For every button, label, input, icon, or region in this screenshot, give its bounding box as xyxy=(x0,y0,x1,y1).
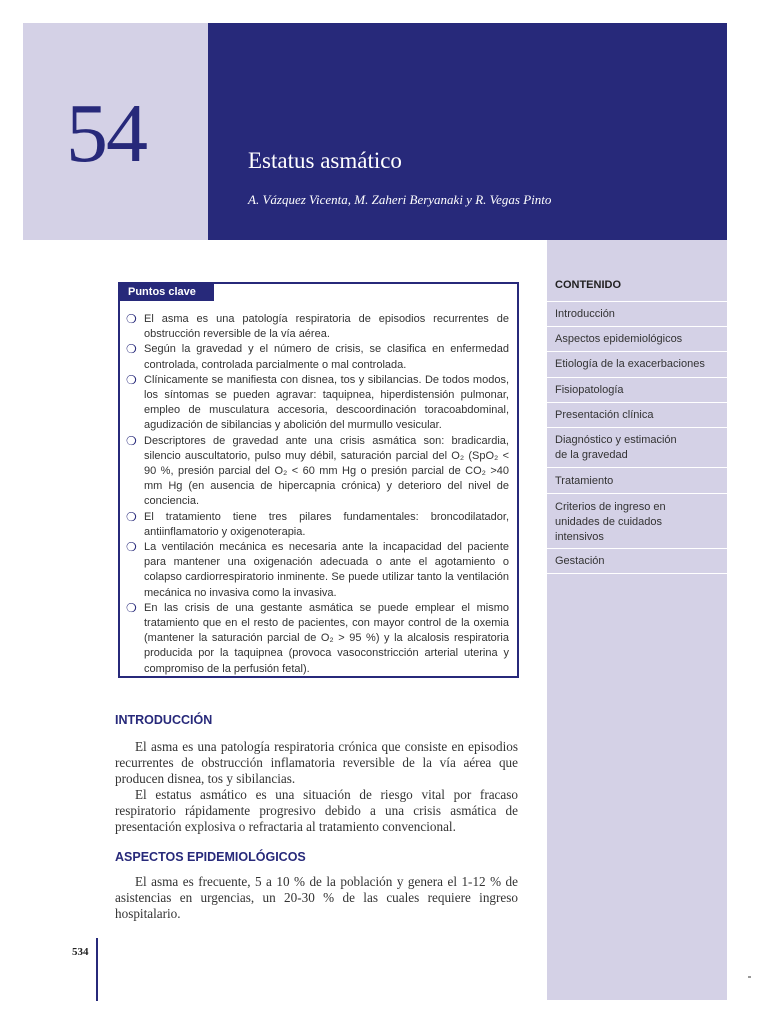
toc-item-etiologia[interactable]: Etiología de la exacerbaciones xyxy=(547,351,727,377)
key-point-item: ❍ La ventilación mecánica es necesaria ante la incapacidad del paciente para mantener una oxigenación adecuada o ante el agotamiento o colapso cardiorrespiratorio inminente. Se puede utilizar tanto la ventilación mecánica no invasiva como la invasiva. xyxy=(126,540,509,599)
chapter-number: 54 xyxy=(66,87,146,180)
key-point-item: ❍ Clínicamente se manifiesta con disnea, tos y sibilancias. De todos modos, los síntomas se pueden agravar: taquipnea, hiperdistensión pulmonar, empleo de musculatura accesoria, descoordinación toracoabdominal, agudización de sibilancias y abolición del murmullo vesicular. xyxy=(126,372,509,432)
chapter-title: Estatus asmático xyxy=(248,148,402,173)
contents-header: CONTENIDO xyxy=(555,279,621,291)
corner-mark xyxy=(748,976,751,978)
circle-bullet-icon: ❍ xyxy=(126,372,137,387)
toc-item-criterios-ingreso[interactable]: Criterios de ingreso en unidades de cuidados intensivos xyxy=(547,493,727,548)
key-point-item: ❍ En las crisis de una gestante asmática se puede emplear el mismo tratamiento que en el resto de pacientes, con mayor control de la oxemia (mantener la saturación parcial de O₂ > 95 %) y la alcalosis respiratoria producida por la taquipnea (provoca vasoconstricción arterial uterina y compromiso de la perfusión fetal). xyxy=(126,600,509,675)
key-points-list xyxy=(126,312,509,677)
toc-item-diagnostico[interactable]: Diagnóstico y estimación de la gravedad xyxy=(547,427,727,467)
toc-item-presentacion-clinica[interactable]: Presentación clínica xyxy=(547,402,727,427)
page-number: 534 xyxy=(72,946,89,958)
circle-bullet-icon: ❍ xyxy=(126,540,137,555)
intro-paragraph-1: El asma es una patología respiratoria crónica que consiste en episodios recurrentes de obstrucción inflamatoria reversible de la vía aérea que producen disnea, tos y sibilancias. xyxy=(115,739,518,786)
page-margin-rule xyxy=(96,938,98,1001)
toc-item-introduccion[interactable]: Introducción xyxy=(547,301,727,326)
key-point-item: ❍ El asma es una patología respiratoria de episodios recurrentes de obstrucción reversible de la vía aérea. xyxy=(126,312,509,341)
key-points-label: Puntos clave xyxy=(118,283,214,301)
toc-item-aspectos-epidemiologicos[interactable]: Aspectos epidemiológicos xyxy=(547,326,727,351)
key-point-item: ❍ Según la gravedad y el número de crisis, se clasifica en enfermedad controlada, controlada parcialmente o mal controlada. xyxy=(126,342,509,371)
circle-bullet-icon: ❍ xyxy=(126,342,137,357)
circle-bullet-icon: ❍ xyxy=(126,433,137,448)
section-heading-epidemiologia: ASPECTOS EPIDEMIOLÓGICOS xyxy=(115,850,306,864)
chapter-authors: A. Vázquez Vicenta, M. Zaheri Beryanaki y R. Vegas Pinto xyxy=(248,192,552,207)
circle-bullet-icon: ❍ xyxy=(126,312,137,326)
key-point-item: ❍ El tratamiento tiene tres pilares fundamentales: broncodilatador, antiinflamatorio y oxigenoterapia. xyxy=(126,509,509,538)
key-point-item: ❍ Descriptores de gravedad ante una crisis asmática son: bradicardia, silencio auscultatorio, pulso muy débil, saturación parcial del O₂ (SpO₂ < 90 %, presión parcial del O₂ < 60 mm Hg o presión parcial de CO₂ >40 mm Hg (en ausencia de hipercapnia crónica) y deterioro del nivel de conciencia. xyxy=(126,433,509,508)
toc-item-gestacion[interactable]: Gestación xyxy=(547,548,727,574)
section-heading-introduccion: INTRODUCCIÓN xyxy=(115,713,213,727)
intro-paragraph-2: El estatus asmático es una situación de riesgo vital por fracaso respiratorio rápidamente progresivo debido a una crisis asmática de presentación explosiva o refractaria al tratamiento convencional. xyxy=(115,787,518,834)
toc-item-fisiopatologia[interactable]: Fisiopatología xyxy=(547,377,727,402)
epidemiology-paragraph-1: El asma es frecuente, 5 a 10 % de la población y genera el 1-12 % de asistencias en urgencias, un 20-30 % de las cuales requiere ingreso hospitalario. xyxy=(115,874,518,921)
toc-item-tratamiento[interactable]: Tratamiento xyxy=(547,467,727,493)
circle-bullet-icon: ❍ xyxy=(126,509,137,524)
circle-bullet-icon: ❍ xyxy=(126,600,137,615)
